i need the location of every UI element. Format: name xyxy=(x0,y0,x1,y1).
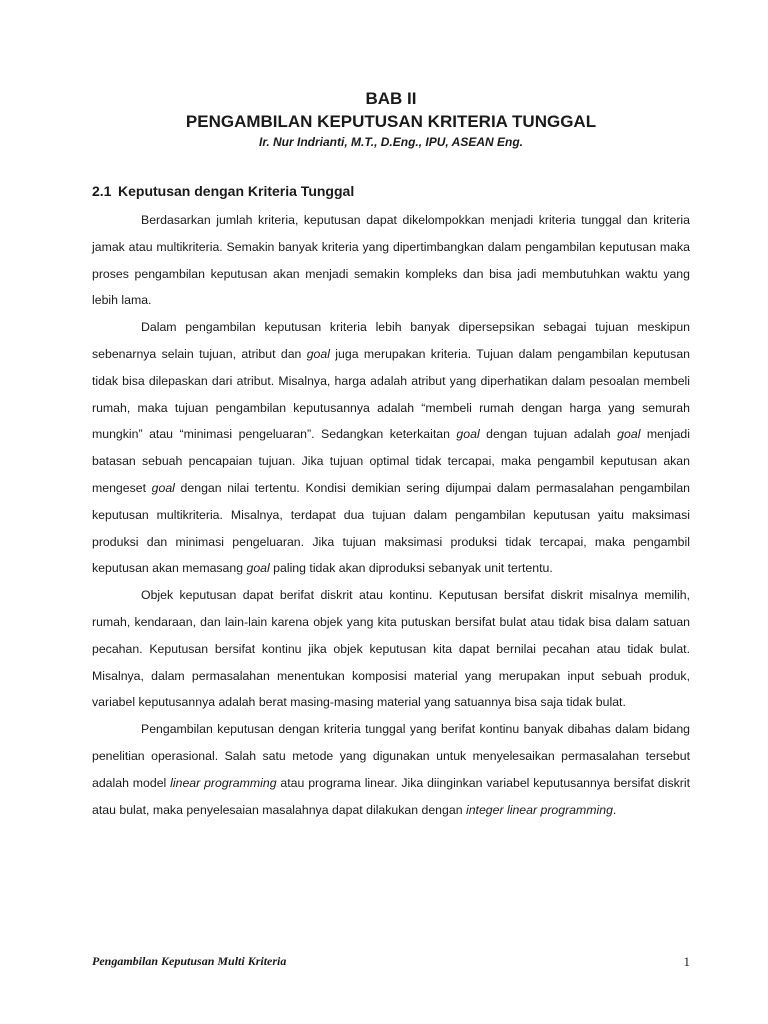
italic-term: goal xyxy=(617,427,641,442)
chapter-label: BAB II xyxy=(365,89,417,108)
page-footer xyxy=(92,954,690,969)
paragraph xyxy=(92,207,690,314)
body-text xyxy=(92,207,690,823)
paragraph xyxy=(92,314,690,582)
text-run: . xyxy=(612,802,617,817)
italic-term: linear programming xyxy=(170,775,277,790)
italic-term: integer linear programming xyxy=(465,802,613,817)
paragraph xyxy=(92,582,690,716)
page-number: 1 xyxy=(683,954,690,969)
text-run: Objek keputusan dapat berifat diskrit atau kontinu. Keputusan bersifat diskrit misalnya memilih, rumah, kendaraan, dan lain-lain karena objek yang kita putuskan bersifat bulat atau tidak bisa dalam satuan pecahan. Keputusan bersifat kontinu jika objek keputusan kita dapat bernilai pecahan atau tidak bulat. Misalnya, dalam permasalahan menentukan komposisi material yang merupakan input sebuah produk, variabel keputusannya adalah berat masing-masing material yang satuannya bisa saja tidak bulat. xyxy=(92,588,690,710)
text-run: dengan nilai tertentu. Kondisi demikian sering dijumpai dalam permasalahan pengambilan keputusan multikriteria. Misalnya, terdapat dua tujuan dalam pengambilan keputusan yaitu maksimasi produksi dan minimasi pengeluaran. Jika tujuan maksimasi produksi tidak tercapai, maka pengambil keputusan akan memasang xyxy=(92,480,690,576)
text-run: atau programa linear. Jika diinginkan variabel keputusannya bersifat diskrit atau bulat, maka penyelesaian masalahnya dapat dilakukan dengan xyxy=(92,775,690,817)
italic-term: goal xyxy=(306,346,330,361)
text-run: paling tidak akan diproduksi sebanyak unit tertentu. xyxy=(269,561,553,576)
text-run: menjadi batasan sebuah pencapaian tujuan. Jika tujuan optimal tidak tercapai, maka pengambil keputusan akan mengeset xyxy=(92,427,690,495)
document-page xyxy=(92,88,690,823)
italic-term: goal xyxy=(246,561,270,576)
section-number: 2.1 xyxy=(92,183,112,199)
author-line: Ir. Nur Indrianti, M.T., D.Eng., IPU, ASEAN Eng. xyxy=(258,135,523,149)
italic-term: goal xyxy=(151,480,175,495)
italic-term: goal xyxy=(456,427,480,442)
text-run: dengan tujuan adalah xyxy=(479,427,618,442)
text-run: Berdasarkan jumlah kriteria, keputusan dapat dikelompokkan menjadi kriteria tunggal dan kriteria jamak atau multikriteria. Semakin banyak kriteria yang dipertimbangkan dalam pengambilan keputusan maka proses pengambilan keputusan akan menjadi semakin kompleks dan bisa jadi membutuhkan waktu yang lebih lama. xyxy=(92,213,690,308)
footer-title: Pengambilan Keputusan Multi Kriteria xyxy=(92,954,287,968)
paragraph xyxy=(92,716,690,823)
text-run: Pengambilan keputusan dengan kriteria tunggal yang berifat kontinu banyak dibahas dalam bidang penelitian operasional. Salah satu metode yang digunakan untuk menyelesaikan permasalahan tersebut adalah model xyxy=(92,722,690,790)
chapter-title: PENGAMBILAN KEPUTUSAN KRITERIA TUNGGAL xyxy=(185,112,597,131)
section-heading xyxy=(92,182,690,200)
section-title: Keputusan dengan Kriteria Tunggal xyxy=(118,183,355,199)
text-run: Dalam pengambilan keputusan kriteria lebih banyak dipersepsikan sebagai tujuan meskipun sebenarnya selain tujuan, atribut dan xyxy=(92,320,690,361)
text-run: juga merupakan kriteria. Tujuan dalam pengambilan keputusan tidak bisa dilepaskan dari atribut. Misalnya, harga adalah atribut yang diperhatikan dalam pesoalan membeli rumah, maka tujuan pengambilan keputusannya adalah “membeli rumah dengan harga yang semurah mungkin” atau “minimasi pengeluaran”. Sedangkan keterkaitan xyxy=(92,346,691,442)
